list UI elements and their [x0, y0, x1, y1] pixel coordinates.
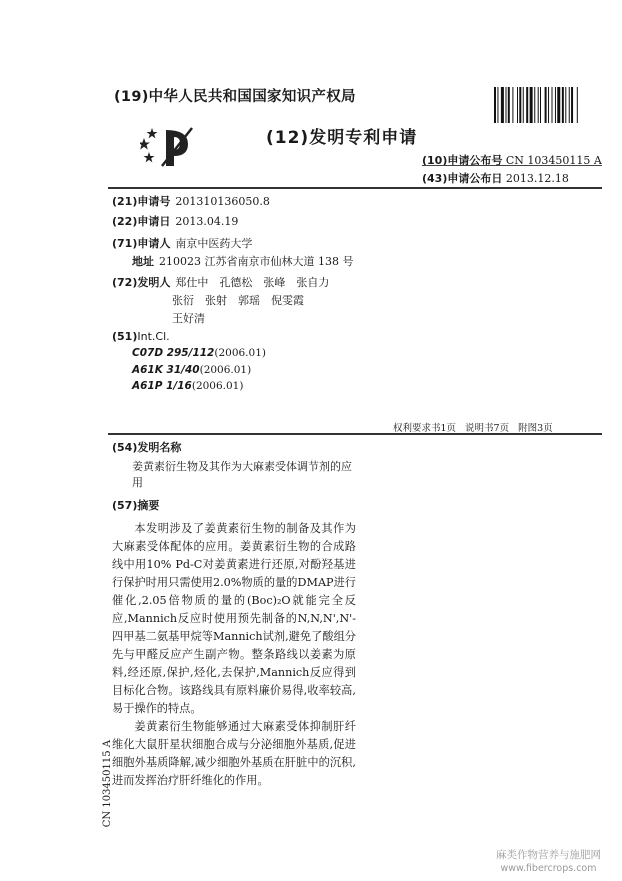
field-label: 发明人 — [137, 276, 171, 289]
field-label: 地址 — [132, 255, 154, 268]
publication-date-row — [422, 170, 569, 186]
inventors-line: 郑仕中 孔德松 张峰 张自力 — [175, 276, 330, 289]
claims-page-count: 权利要求书1页 — [393, 423, 457, 434]
abstract-paragraph: 姜黄素衍生物能够通过大麻素受体抑制肝纤维化大鼠肝星状细胞合成与分泌细胞外基质,促进细胞外基质降解,减少细胞外基质在肝脏中的沉积,进而发挥治疗肝纤维化的作用。 — [112, 720, 356, 787]
top-rule — [108, 187, 602, 189]
publication-number-value: CN 103450115 A — [505, 154, 602, 167]
address-value: 210023 江苏省南京市仙林大道 138 号 — [159, 255, 354, 268]
field-code: (72) — [112, 276, 138, 289]
ipc-version: (2006.01) — [199, 364, 252, 376]
ipc-version: (2006.01) — [191, 380, 244, 392]
ipc-entry — [132, 364, 251, 376]
application-date-value: 2013.04.19 — [175, 215, 239, 228]
field-label: 申请人 — [137, 237, 171, 250]
application-date-field — [112, 213, 238, 229]
publication-date-label: (43)申请公布日 — [422, 172, 503, 185]
address-field — [132, 253, 353, 269]
side-publication-number: CN 103450115 A — [102, 740, 113, 828]
field-label: 申请日 — [137, 215, 171, 228]
inventors-field — [112, 274, 329, 290]
ipc-code: A61K 31/40 — [132, 364, 200, 376]
application-number-value: 201310136050.8 — [175, 195, 270, 208]
field-code: (71) — [112, 237, 138, 250]
field-code: (21) — [112, 195, 138, 208]
patent-office-heading: (19)中华人民共和国国家知识产权局 — [114, 89, 356, 105]
field-label: Int.Cl. — [137, 330, 170, 343]
inventors-line: 王好清 — [172, 312, 205, 325]
ipc-version: (2006.01) — [214, 347, 266, 359]
ipc-entry — [132, 347, 266, 359]
abstract-heading — [112, 497, 164, 513]
applicant-value: 南京中医药大学 — [175, 237, 253, 250]
ipc-code: A61P 1/16 — [132, 380, 192, 392]
drawings-page-count: 附图3页 — [518, 423, 553, 434]
header-divider — [422, 165, 602, 166]
watermark-title: 麻类作物营养与施肥网 — [496, 849, 601, 861]
description-page-count: 说明书7页 — [465, 423, 510, 434]
abstract-paragraph: 本发明涉及了姜黄素衍生物的制备及其作为大麻素受体配体的应用。姜黄素衍生物的合成路线中用10% Pd-C对姜黄素进行还原,对酚羟基进行保护时用只需使用2.0%物质的量的DMAP进行催化,2.05倍物质的量的(Boc)₂O就能完全反应,Mannich反应时使用预先制备的N,N,N',N'-四甲基二氨基甲烷等Mannich试剂,避免了酸组分先与甲醛反应产生副产物。整条路线以姜素为原料,经还原,保护,烃化,去保护,Mannich反应得到目标化合物。该路线具有原料廉价易得,收率较高,易于操作的特点。 — [112, 522, 356, 715]
field-code: (54) — [112, 441, 138, 454]
barcode — [494, 87, 608, 123]
watermark-url: www.fibercrops.com — [500, 863, 597, 874]
ipc-entry — [132, 380, 243, 392]
publication-date-value: 2013.12.18 — [505, 172, 569, 185]
abstract-body — [112, 520, 356, 790]
field-label: 发明名称 — [137, 441, 182, 454]
publication-number-label: (10)申请公布号 — [422, 154, 503, 167]
field-code: (51) — [112, 330, 138, 343]
watermark — [496, 849, 601, 875]
applicant-field — [112, 235, 252, 251]
int-cl-field — [112, 330, 170, 343]
field-code: (57) — [112, 499, 138, 512]
page-counts — [393, 420, 562, 434]
patent-office-logo-icon — [140, 126, 202, 168]
invention-title: 姜黄素衍生物及其作为大麻素受体调节剂的应用 — [132, 460, 352, 489]
ipc-code: C07D 295/112 — [132, 347, 215, 359]
section-rule — [108, 433, 602, 435]
inventors-line: 张衍 张射 郭瑶 倪雯霞 — [172, 294, 304, 307]
title-heading — [112, 439, 186, 455]
application-number-field — [112, 193, 270, 209]
document-type-title: (12)发明专利申请 — [266, 128, 418, 148]
field-label: 摘要 — [137, 499, 160, 512]
field-label: 申请号 — [137, 195, 171, 208]
field-code: (22) — [112, 215, 138, 228]
